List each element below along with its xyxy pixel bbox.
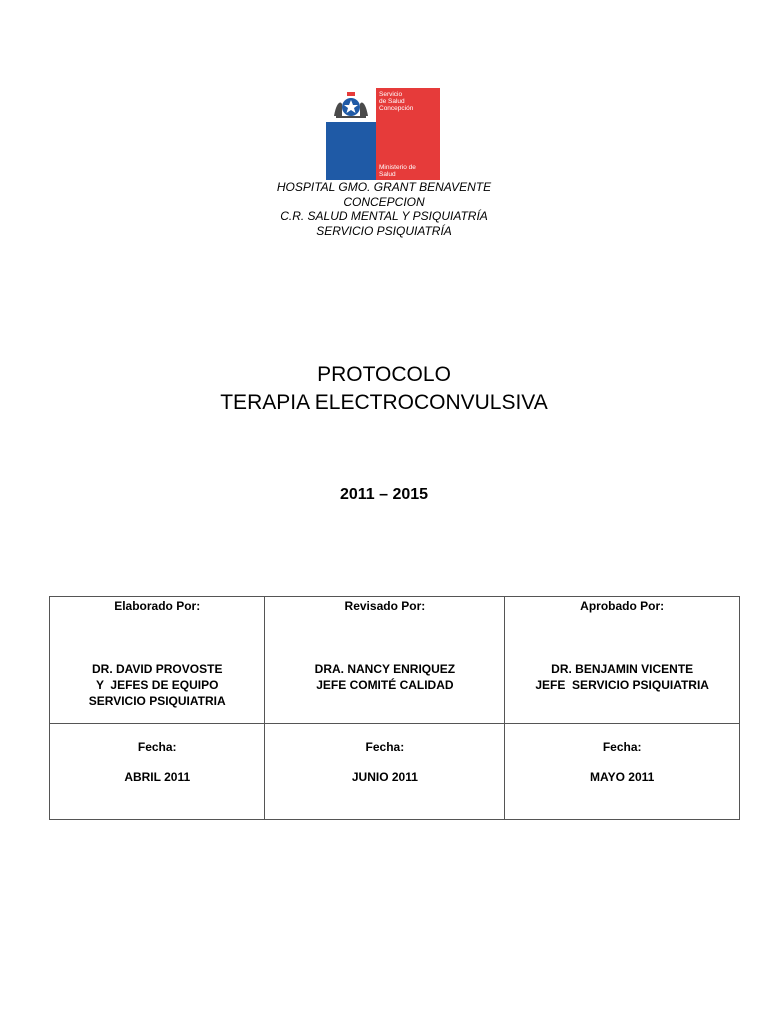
title-line-2: TERAPIA ELECTROCONVULSIVA (220, 391, 548, 414)
name-line: JEFE SERVICIO PSIQUIATRIA (535, 678, 709, 692)
logo-blue-panel (326, 88, 376, 180)
elaborado-date-cell (50, 724, 265, 820)
logo-crest-area (326, 88, 376, 122)
revisado-heading: Revisado Por: (344, 599, 426, 613)
revisado-cell (265, 597, 505, 724)
elaborado-cell (50, 597, 265, 724)
name-line: DR. BENJAMIN VICENTE (551, 662, 694, 676)
name-line: SERVICIO PSIQUIATRIA (88, 694, 226, 708)
header-center: C.R. SALUD MENTAL Y PSIQUIATRÍA (280, 209, 488, 223)
header-city: CONCEPCION (343, 194, 425, 209)
fecha-label: Fecha: (137, 740, 177, 754)
revisado-date-cell (265, 724, 505, 820)
aprobado-names (505, 661, 739, 693)
elaborado-names (50, 661, 264, 709)
approvals-table (49, 596, 740, 820)
document-title (0, 361, 768, 417)
fecha-value: JUNIO 2011 (351, 770, 418, 784)
fecha-label: Fecha: (365, 740, 405, 754)
logo-red-panel (376, 88, 440, 180)
name-line: Y JEFES DE EQUIPO (95, 678, 219, 692)
header-hospital: HOSPITAL GMO. GRANT BENAVENTE (276, 180, 492, 194)
validity-years: 2011 – 2015 (339, 486, 429, 503)
table-row (50, 597, 740, 724)
name-line: DRA. NANCY ENRIQUEZ (314, 662, 456, 676)
ministry-logo (326, 88, 440, 180)
name-line: DR. DAVID PROVOSTE (91, 662, 223, 676)
aprobado-cell (505, 597, 740, 724)
title-line-1: PROTOCOLO (317, 363, 451, 386)
logo-blue-block (326, 122, 376, 180)
revisado-names (265, 661, 504, 693)
fecha-label: Fecha: (602, 740, 642, 754)
logo-service-text: Servicio de Salud Concepción (379, 91, 414, 112)
aprobado-date-cell (505, 724, 740, 820)
fecha-value: ABRIL 2011 (124, 770, 191, 784)
name-line: JEFE COMITÉ CALIDAD (316, 678, 454, 692)
institution-header (0, 180, 768, 238)
aprobado-heading: Aprobado Por: (580, 599, 665, 613)
logo-ministry-text: Ministerio de Salud (379, 164, 416, 178)
table-row (50, 724, 740, 820)
elaborado-heading: Elaborado Por: (114, 599, 201, 613)
fecha-value: MAYO 2011 (590, 770, 655, 784)
header-service: SERVICIO PSIQUIATRÍA (316, 223, 452, 238)
coat-of-arms-icon (330, 90, 372, 120)
